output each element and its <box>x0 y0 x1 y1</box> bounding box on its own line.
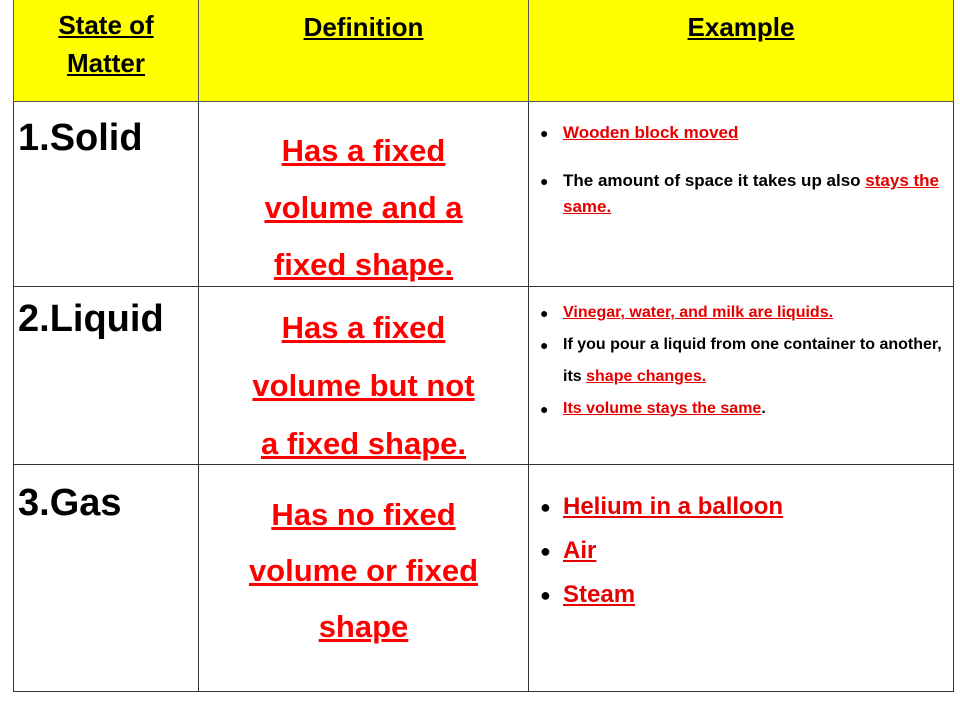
state-name-gas: 3.Gas <box>18 482 122 524</box>
bullet-icon: ● <box>540 497 551 517</box>
list-item <box>529 393 953 425</box>
example-text-end: . <box>761 400 766 417</box>
state-cell-liquid <box>13 287 198 465</box>
header-definition: Definition <box>303 12 424 42</box>
header-cell-example <box>528 0 954 102</box>
example-text: The amount of space it takes up also <box>563 171 866 190</box>
list-item <box>529 297 953 329</box>
example-text: Wooden block moved <box>563 123 739 142</box>
definition-gas <box>199 465 528 655</box>
example-text: Helium in a balloon <box>563 493 784 520</box>
bullet-icon: ● <box>540 585 551 605</box>
header-state-line2: Matter <box>66 48 145 78</box>
definition-solid <box>199 102 528 293</box>
list-item <box>529 168 953 220</box>
definition-line: shape <box>318 609 409 644</box>
bullet-icon: ● <box>540 541 551 561</box>
definition-cell-gas <box>198 465 528 692</box>
example-text-highlight: stays the same. <box>563 171 939 216</box>
definition-line: a fixed shape. <box>260 426 467 461</box>
example-list-gas <box>529 465 953 617</box>
bullet-icon: ● <box>540 125 549 141</box>
table-row-gas <box>13 465 954 692</box>
example-text: Steam <box>563 581 636 608</box>
bullet-icon: ● <box>540 337 549 353</box>
table-header-row <box>13 0 954 102</box>
bullet-icon: ● <box>540 401 549 417</box>
example-list-liquid <box>529 287 953 425</box>
example-text: If you pour a liquid from one container to another, its <box>563 336 942 385</box>
definition-line: fixed shape. <box>273 247 454 282</box>
definition-line: Has a fixed <box>281 310 446 345</box>
example-cell-solid <box>528 102 954 287</box>
states-of-matter-table <box>13 0 954 692</box>
table-row-solid <box>13 102 954 287</box>
list-item <box>529 573 953 617</box>
definition-line: volume or fixed <box>248 553 479 588</box>
state-cell-gas <box>13 465 198 692</box>
example-text: Its volume stays the same <box>563 400 762 417</box>
definition-line: volume but not <box>252 368 475 403</box>
header-example: Example <box>687 12 795 42</box>
bullet-icon: ● <box>540 305 549 321</box>
definition-line: Has no fixed <box>271 497 456 532</box>
header-cell-state <box>13 0 198 102</box>
example-text: Air <box>563 537 597 564</box>
definition-cell-solid <box>198 102 528 287</box>
state-cell-solid <box>13 102 198 287</box>
example-cell-liquid <box>528 287 954 465</box>
header-state-of-matter <box>14 0 198 82</box>
example-text: Vinegar, water, and milk are liquids. <box>563 304 834 321</box>
list-item <box>529 329 953 393</box>
example-cell-gas <box>528 465 954 692</box>
list-item <box>529 120 953 146</box>
state-name-liquid: 2.Liquid <box>18 298 164 340</box>
header-state-line1: State of <box>58 10 154 40</box>
list-item <box>529 529 953 573</box>
list-item <box>529 485 953 529</box>
example-text-highlight: shape changes. <box>586 368 707 385</box>
definition-line: Has a fixed <box>281 133 446 168</box>
definition-cell-liquid <box>198 287 528 465</box>
definition-line: volume and a <box>264 190 463 225</box>
definition-liquid <box>199 287 528 473</box>
table-row-liquid <box>13 287 954 465</box>
bullet-icon: ● <box>540 173 549 189</box>
example-list-solid <box>529 102 953 220</box>
header-cell-definition <box>198 0 528 102</box>
state-name-solid: 1.Solid <box>18 117 143 159</box>
